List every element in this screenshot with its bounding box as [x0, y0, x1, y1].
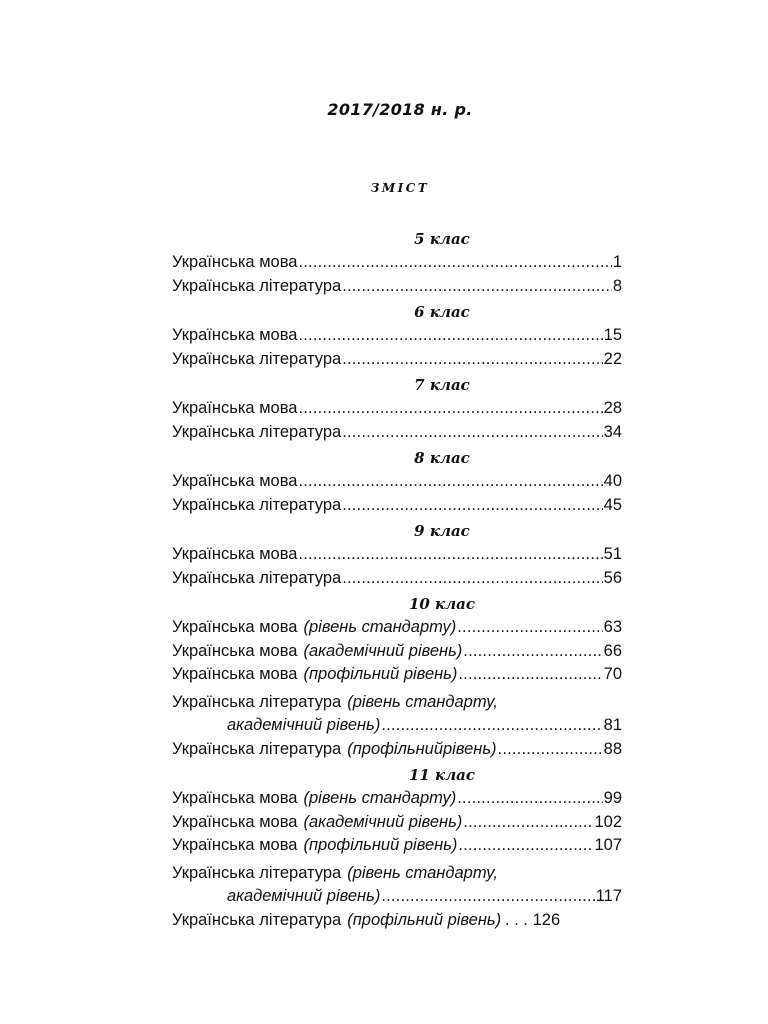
toc-entry-subject: Українська література	[172, 739, 342, 758]
toc-entry-subject: Українська мова	[172, 326, 298, 344]
toc-entry-level: (профільний рівень)	[303, 665, 458, 683]
toc-entry-level: (рівень стандарту,	[347, 692, 498, 711]
toc-entry	[172, 616, 622, 640]
toc-entry	[172, 640, 622, 664]
toc-entry-page: 70	[603, 665, 622, 683]
toc-entry-subject: Українська мова	[172, 253, 298, 271]
contents-title: ЗМІСТ	[370, 181, 430, 195]
toc-entry	[172, 567, 622, 591]
toc-entry	[172, 543, 622, 567]
toc-entry-page: 117	[595, 887, 622, 905]
toc-entry-page: 88	[603, 739, 622, 758]
toc-entry-page: 22	[603, 349, 622, 368]
toc-entry-page: 1	[612, 253, 622, 271]
toc-entry-level: (профільний рівень) . . .	[347, 910, 529, 929]
dot-leader	[298, 470, 602, 494]
table-of-contents	[172, 225, 622, 932]
dot-leader	[298, 324, 602, 348]
dot-leader	[457, 787, 602, 811]
toc-entry-subject: Українська мова	[172, 641, 298, 660]
toc-entry-page: 99	[603, 789, 622, 807]
toc-entry-page: 56	[603, 568, 622, 587]
toc-entry-level: (рівень стандарту,	[347, 863, 498, 882]
dot-leader	[342, 275, 612, 299]
toc-entry-subject: Українська мова	[172, 665, 298, 683]
toc-entry	[172, 348, 622, 372]
toc-entry-multiline	[172, 691, 622, 715]
toc-entry-subject: Українська література	[172, 692, 342, 711]
toc-entry-level: (профільний рівень)	[303, 836, 458, 854]
toc-entry	[172, 470, 622, 494]
dot-leader	[298, 543, 602, 567]
toc-entry-subject: Українська мова	[172, 618, 298, 636]
dot-leader	[458, 834, 593, 858]
toc-entry-subject: Українська література	[172, 863, 342, 882]
toc-entry-page: 126	[532, 910, 561, 929]
toc-entry	[172, 421, 622, 445]
academic-year: 2017/2018 н. р.	[327, 100, 473, 119]
toc-entry-subject: Українська література	[172, 422, 342, 441]
toc-entry-subject: Українська мова	[172, 836, 298, 854]
toc-entry-page: 34	[603, 422, 622, 441]
toc-entry-level: (академічний рівень)	[303, 812, 463, 831]
toc-entry-level-continued: академічний рівень)	[227, 716, 381, 734]
dot-leader	[298, 251, 611, 275]
dot-leader	[463, 811, 593, 835]
toc-entry-subject: Українська література	[172, 276, 342, 295]
toc-entry	[172, 251, 622, 275]
toc-entry-subject: Українська мова	[172, 789, 298, 807]
toc-entry-multiline	[172, 862, 622, 886]
dot-leader	[381, 885, 594, 909]
toc-entry-page: 66	[603, 641, 622, 660]
grade-heading-5: 5 клас	[414, 230, 470, 248]
toc-entry-level: (профільнийрівень)	[347, 739, 497, 758]
toc-entry-page: 15	[603, 326, 622, 344]
toc-entry-page: 102	[594, 812, 622, 831]
grade-heading-11: 11 клас	[408, 766, 476, 784]
toc-entry	[172, 909, 622, 933]
dot-leader	[342, 494, 602, 518]
toc-entry	[172, 275, 622, 299]
dot-leader	[457, 616, 602, 640]
toc-entry	[172, 397, 622, 421]
toc-entry-page: 8	[612, 276, 622, 295]
toc-entry-page: 28	[603, 399, 622, 417]
toc-entry	[172, 834, 622, 858]
toc-entry-subject: Українська мова	[172, 399, 298, 417]
toc-entry	[172, 787, 622, 811]
toc-entry-continuation	[172, 714, 622, 738]
toc-entry	[172, 494, 622, 518]
toc-entry-page: 107	[594, 836, 622, 854]
grade-heading-10: 10 клас	[408, 595, 476, 613]
toc-entry-level: (рівень стандарту)	[303, 789, 457, 807]
dot-leader	[342, 421, 602, 445]
toc-entry-page: 81	[603, 716, 622, 734]
toc-entry	[172, 324, 622, 348]
toc-entry-subject: Українська мова	[172, 472, 298, 490]
grade-heading-7: 7 клас	[414, 376, 470, 394]
toc-entry-page: 63	[603, 618, 622, 636]
dot-leader	[342, 348, 602, 372]
grade-heading-6: 6 клас	[414, 303, 470, 321]
dot-leader	[463, 640, 602, 664]
toc-entry-level: (академічний рівень)	[303, 641, 463, 660]
grade-heading-8: 8 клас	[414, 449, 470, 467]
toc-entry-subject: Українська література	[172, 910, 342, 929]
toc-entry-page: 51	[603, 545, 622, 563]
toc-entry-page: 45	[603, 495, 622, 514]
dot-leader	[381, 714, 602, 738]
dot-leader	[458, 663, 602, 687]
toc-entry-page: 40	[603, 472, 622, 490]
toc-entry-level: (рівень стандарту)	[303, 618, 457, 636]
dot-leader	[298, 397, 602, 421]
dot-leader	[342, 567, 602, 591]
dot-leader	[498, 738, 603, 762]
toc-entry-subject: Українська література	[172, 568, 342, 587]
toc-entry-continuation	[172, 885, 622, 909]
toc-entry-level-continued: академічний рівень)	[227, 887, 381, 905]
toc-entry-subject: Українська література	[172, 495, 342, 514]
toc-entry	[172, 663, 622, 687]
toc-entry	[172, 738, 622, 762]
toc-entry	[172, 811, 622, 835]
grade-heading-9: 9 клас	[414, 522, 470, 540]
toc-entry-subject: Українська мова	[172, 812, 298, 831]
toc-entry-subject: Українська література	[172, 349, 342, 368]
toc-entry-subject: Українська мова	[172, 545, 298, 563]
